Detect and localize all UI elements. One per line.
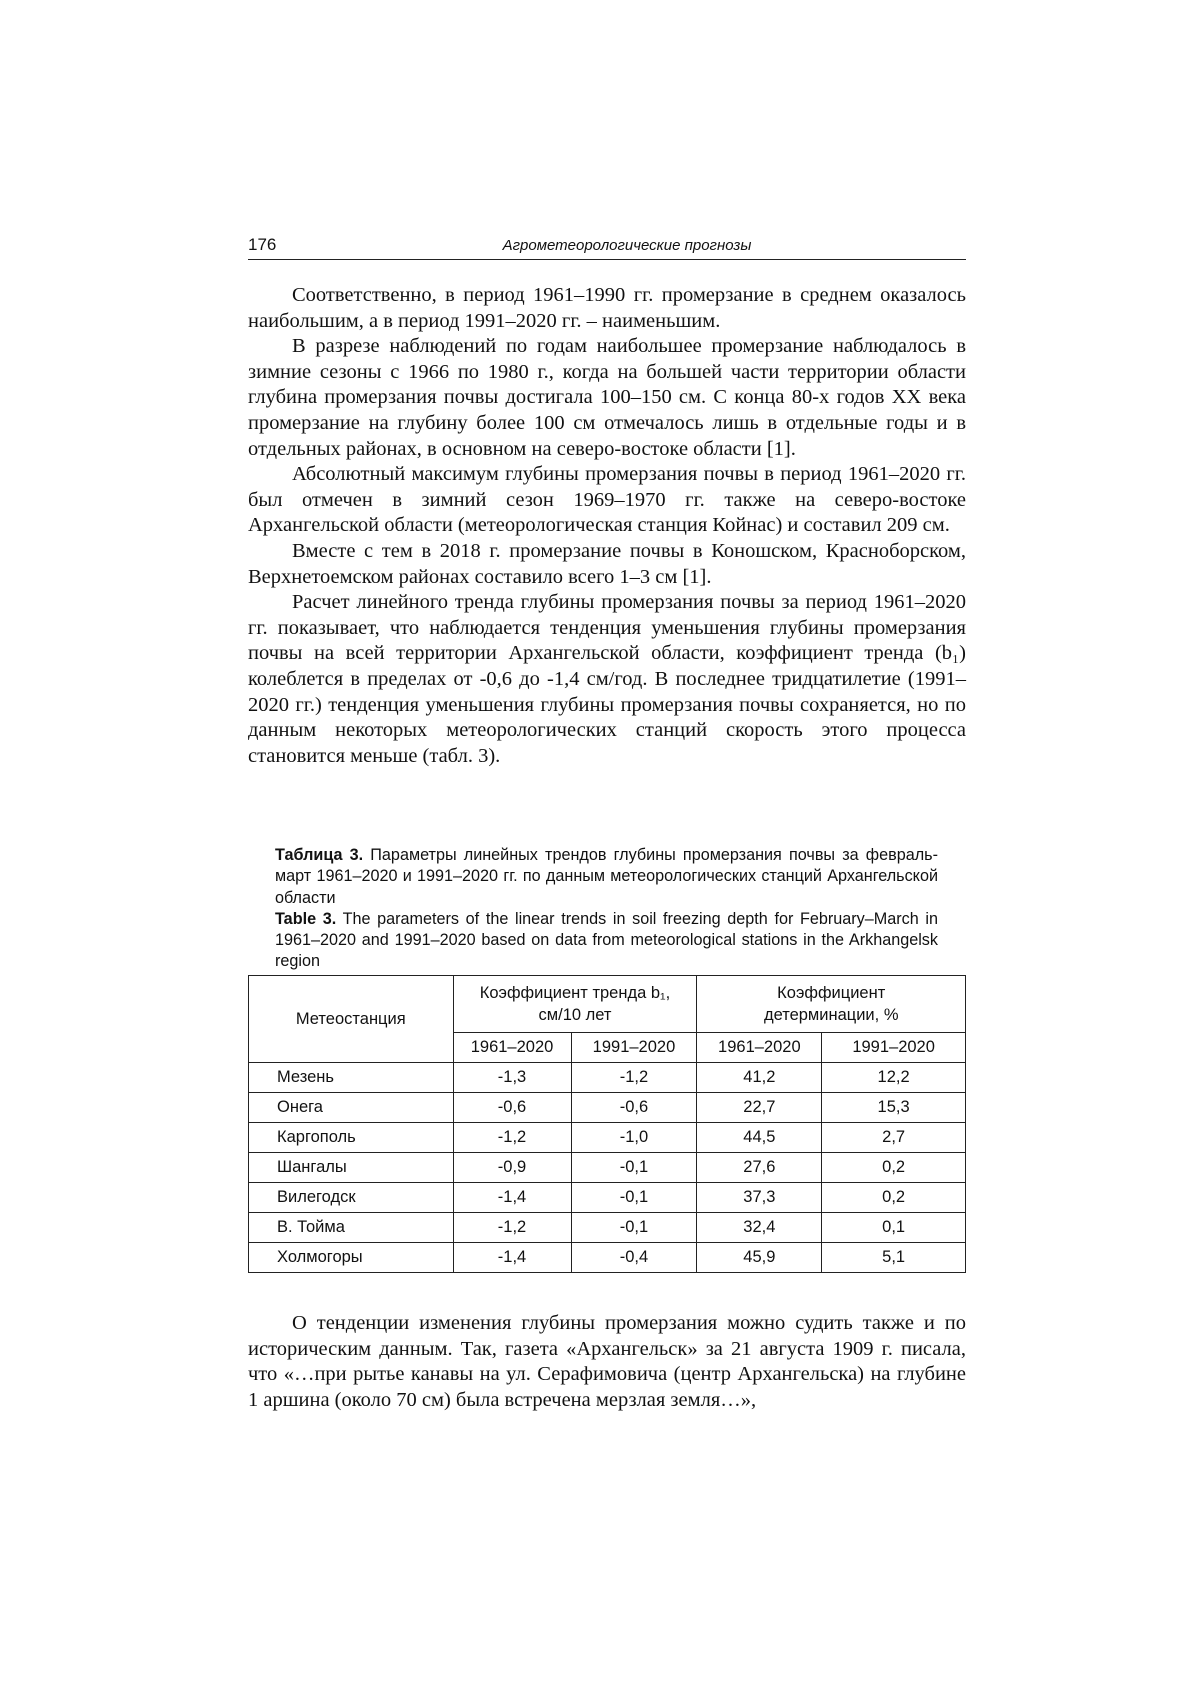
station-name: Холмогоры	[249, 1243, 454, 1273]
table-cell: -0,6	[571, 1093, 697, 1123]
body-text-top	[248, 283, 966, 769]
table-cell: 15,3	[822, 1093, 966, 1123]
paragraph: Вместе с тем в 2018 г. промерзание почвы в Коношском, Красноборском, Верхнетоемском районах составило всего 1–3 см [1].	[248, 539, 966, 588]
table-cell: -0,1	[571, 1183, 697, 1213]
table-cell: -0,1	[571, 1213, 697, 1243]
body-text-bottom	[248, 1311, 966, 1413]
paragraph: О тенденции изменения глубины промерзания можно судить также и по историческим данным. Так, газета «Архангельск» за 21 августа 1909 г. писала, что «…при рытье канавы на ул. Серафимовича (центр Архангельска) на глубине 1 аршина (около 70 см) была встречена мерзлая земля…»,	[248, 1312, 966, 1411]
data-table	[248, 975, 966, 1273]
caption-ru	[275, 845, 938, 909]
table-cell: -0,6	[453, 1093, 571, 1123]
table-cell: -1,2	[571, 1063, 697, 1093]
table-cell: -0,1	[571, 1153, 697, 1183]
header-period: 1991–2020	[571, 1033, 697, 1063]
caption-en-label: Table 3.	[275, 909, 337, 928]
table-cell: -1,2	[453, 1123, 571, 1153]
table-row	[249, 1063, 966, 1093]
caption-ru-text: Параметры линейных трендов глубины промерзания почвы за февраль-март 1961–2020 и 1991–2020 гг. по данным метеорологических станций Архангельской области	[275, 846, 938, 907]
table-row	[249, 1123, 966, 1153]
table-cell: 44,5	[697, 1123, 822, 1153]
header-trend: Коэффициент тренда b₁, см/10 лет	[453, 976, 697, 1033]
table-cell: 0,2	[822, 1183, 966, 1213]
header-determination: Коэффициент детерминации, %	[697, 976, 966, 1033]
running-title: Агрометеорологические прогнозы	[502, 237, 752, 254]
paragraph: Абсолютный максимум глубины промерзания почвы в период 1961–2020 гг. был отмечен в зимний сезон 1969–1970 гг. также на северо-востоке Архангельской области (метеорологическая станция Койнас) и составил 209 см.	[248, 463, 966, 537]
table-cell: -1,2	[453, 1213, 571, 1243]
station-name: Онега	[249, 1093, 454, 1123]
table-cell: -1,3	[453, 1063, 571, 1093]
station-name: Каргополь	[249, 1123, 454, 1153]
paragraph: Расчет линейного тренда глубины промерзания почвы за период 1961–2020 гг. показывает, что наблюдается тенденция уменьшения глубины промерзания почвы на всей территории Архангельской области, коэффициент тренда (b₁) колеблется в пределах от -0,6 до -1,4 см/год. В последнее тридцатилетие (1991–2020 гг.) тенденция уменьшения глубины промерзания почвы сохраняется, но по данным некоторых метеорологических станций скорость этого процесса становится меньше (табл. 3).	[248, 591, 966, 767]
table-cell: 41,2	[697, 1063, 822, 1093]
table-cell: 0,2	[822, 1153, 966, 1183]
table-cell: 2,7	[822, 1123, 966, 1153]
station-name: Мезень	[249, 1063, 454, 1093]
table-row	[249, 1153, 966, 1183]
caption-ru-label: Таблица 3.	[275, 846, 364, 864]
table-cell: 27,6	[697, 1153, 822, 1183]
table-cell: 0,1	[822, 1213, 966, 1243]
table-caption	[275, 845, 938, 973]
page-number: 176	[248, 235, 277, 254]
paragraph: В разрезе наблюдений по годам наибольшее промерзание наблюдалось в зимние сезоны с 1966 по 1980 г., когда на большей части территории области глубина промерзания почвы достигала 100–150 см. С конца 80-х годов XX века промерзание на глубину более 100 см отмечалось лишь в отдельные годы и в отдельных районах, в основном на северо-востоке области [1].	[248, 335, 966, 460]
table-cell: -1,4	[453, 1183, 571, 1213]
header-period: 1991–2020	[822, 1033, 966, 1063]
table-cell: 45,9	[697, 1243, 822, 1273]
caption-en	[275, 909, 938, 973]
page-header	[248, 233, 966, 260]
table-cell: 32,4	[697, 1213, 822, 1243]
table-cell: -1,4	[453, 1243, 571, 1273]
table-row	[249, 1093, 966, 1123]
header-period: 1961–2020	[453, 1033, 571, 1063]
table-cell: 22,7	[697, 1093, 822, 1123]
table-cell: -0,4	[571, 1243, 697, 1273]
caption-en-text: The parameters of the linear trends in soil freezing depth for February–March in 1961–2020 and 1991–2020 based on data from meteorological stations in the Arkhangelsk region	[275, 909, 938, 971]
header-station: Метеостанция	[249, 976, 454, 1063]
table-row	[249, 1183, 966, 1213]
station-name: Вилегодск	[249, 1183, 454, 1213]
table-cell: -0,9	[453, 1153, 571, 1183]
table-cell: 12,2	[822, 1063, 966, 1093]
station-name: Шангалы	[249, 1153, 454, 1183]
table-row	[249, 1213, 966, 1243]
paragraph: Соответственно, в период 1961–1990 гг. промерзание в среднем оказалось наибольшим, а в период 1991–2020 гг. – наименьшим.	[248, 284, 966, 332]
station-name: В. Тойма	[249, 1213, 454, 1243]
table-cell: 5,1	[822, 1243, 966, 1273]
table-cell: -1,0	[571, 1123, 697, 1153]
table-row	[249, 1243, 966, 1273]
header-period: 1961–2020	[697, 1033, 822, 1063]
table-cell: 37,3	[697, 1183, 822, 1213]
